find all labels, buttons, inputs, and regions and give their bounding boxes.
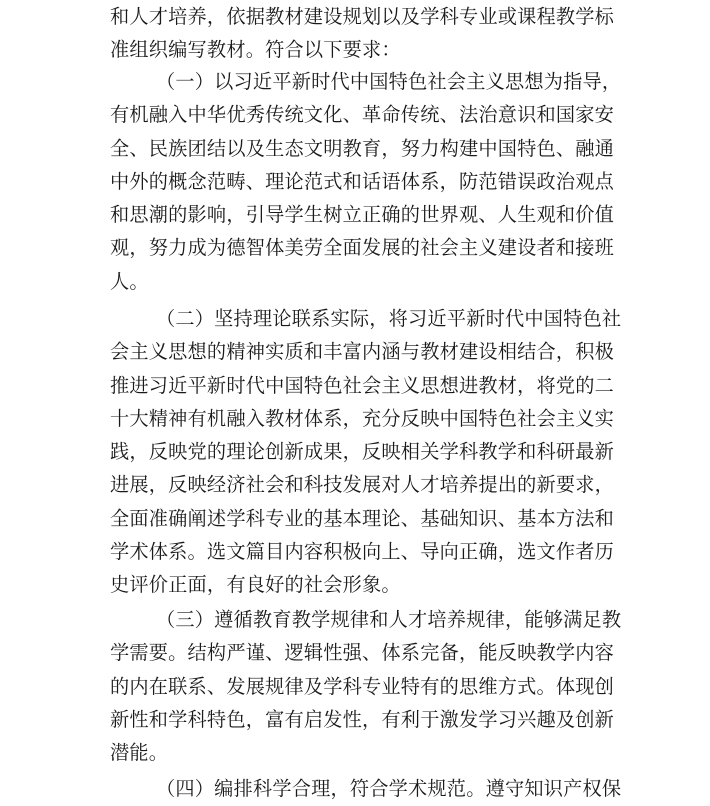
text-line: 潜能。: [110, 741, 169, 765]
text-line: 全、民族团结以及生态文明教育，努力构建中国特色、融通: [110, 136, 615, 160]
section-four-paragraph: [110, 772, 622, 805]
text-line: 学需要。结构严谨、逻辑性强、体系完备，能反映教学内容: [110, 641, 615, 665]
section-three-paragraph: [110, 603, 622, 769]
text-line: 进展，反映经济社会和科技发展对人才培养提出的新要求，: [110, 473, 615, 497]
text-line: 全面准确阐述学科专业的基本理论、基础知识、基本方法和: [110, 506, 615, 530]
section-heading-line: （二）坚持理论联系实际，将习近平新时代中国特色社: [156, 307, 622, 330]
text-line: 人。: [110, 269, 149, 293]
text-line: 和思潮的影响，引导学生树立正确的世界观、人生观和价值: [110, 203, 615, 227]
intro-paragraph: [110, 0, 615, 67]
text-line: 中外的概念范畴、理论范式和话语体系，防范错误政治观点: [110, 169, 615, 193]
text-line: 准组织编写教材。符合以下要求：: [110, 38, 401, 62]
section-one-paragraph: [110, 65, 622, 298]
text-line: 史评价正面，有良好的社会形象。: [110, 573, 401, 597]
text-line: 推进习近平新时代中国特色社会主义思想进教材，将党的二: [110, 373, 615, 397]
text-line: 学术体系。选文篇目内容积极向上、导向正确，选文作者历: [110, 540, 615, 564]
text-line: 有机融入中华优秀传统文化、革命传统、法治意识和国家安: [110, 103, 615, 127]
text-line: 十大精神有机融入教材体系，充分反映中国特色社会主义实: [110, 406, 615, 430]
section-two-paragraph: [110, 302, 622, 602]
text-line: 践，反映党的理论创新成果，反映相关学科教学和科研最新: [110, 440, 615, 464]
section-heading-line: （三）遵循教育教学规律和人才培养规律，能够满足教: [156, 608, 622, 631]
text-line: 新性和学科特色，富有启发性，有利于激发学习兴趣及创新: [110, 707, 615, 731]
section-heading-line: （四）编排科学合理，符合学术规范。遵守知识产权保: [156, 777, 622, 800]
section-heading-line: （一）以习近平新时代中国特色社会主义思想为指导，: [156, 70, 622, 93]
text-line: 和人才培养，依据教材建设规划以及学科专业或课程教学标: [110, 5, 615, 28]
text-line: 会主义思想的精神实质和丰富内涵与教材建设相结合，积极: [110, 340, 615, 364]
text-line: 观，努力成为德智体美劳全面发展的社会主义建设者和接班: [110, 236, 615, 260]
text-line: 的内在联系、发展规律及学科专业特有的思维方式。体现创: [110, 674, 615, 698]
